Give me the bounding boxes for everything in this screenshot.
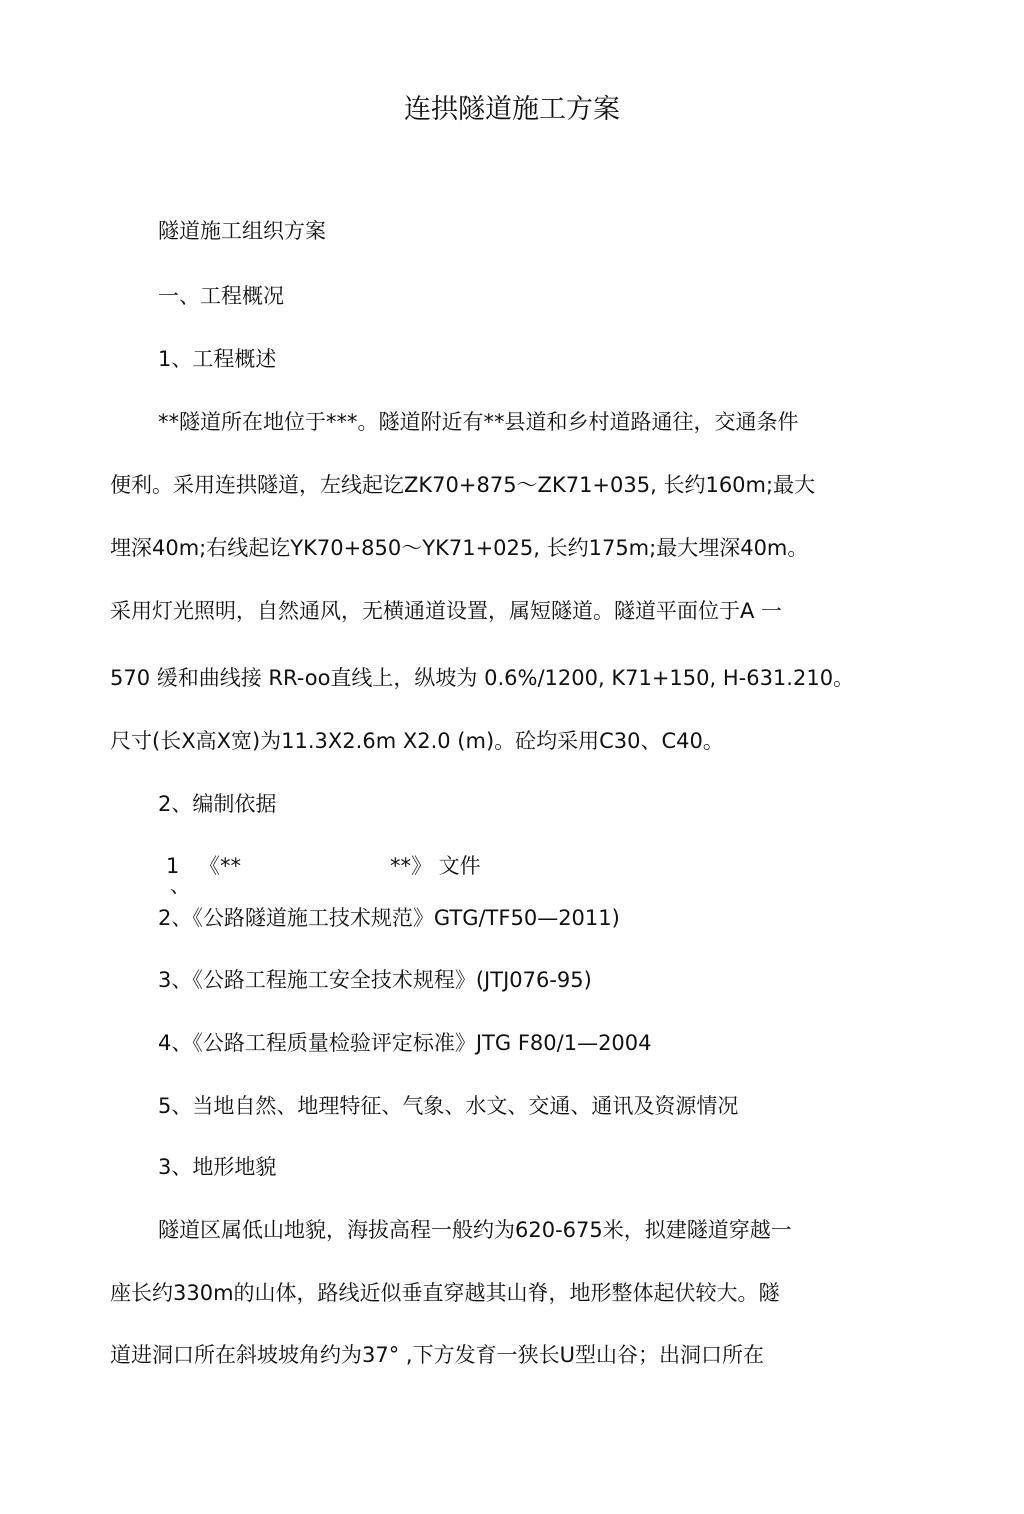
reference-title-end: **》 文件 — [390, 854, 481, 878]
paragraph-line: 隧道区属低山地貌，海拔高程一般约为620-675米，拟建隧道穿越一 — [158, 1218, 792, 1242]
section-heading: 一、工程概况 — [158, 284, 284, 308]
paragraph-line: 尺寸(长X高X宽)为11.3X2.6m X2.0 (m)。砼均采用C30、C40。 — [110, 729, 724, 753]
paragraph-line: 便利。采用连拱隧道，左线起讫ZK70+875～ZK71+035, 长约160m;最大 — [110, 473, 816, 497]
reference-item: 4、《公路工程质量检验评定标准》JTG F80/1—2004 — [158, 1031, 652, 1055]
paragraph-line: 采用灯光照明，自然通风，无横通道设置，属短隧道。隧道平面位于A 一 — [110, 599, 783, 623]
document-heading: 隧道施工组织方案 — [158, 219, 326, 243]
subsection-heading: 2、编制依据 — [158, 792, 277, 816]
paragraph-line: 道进洞口所在斜坡坡角约为37° ,下方发育一狭长U型山谷；出洞口所在 — [110, 1343, 764, 1367]
reference-title-start: 《** — [199, 854, 241, 878]
reference-item: 5、当地自然、地理特征、气象、水文、交通、通讯及资源情况 — [158, 1094, 739, 1118]
paragraph-line: **隧道所在地位于***。隧道附近有**县道和乡村道路通往，交通条件 — [158, 410, 799, 434]
reference-separator: 、 — [170, 873, 190, 897]
page-title: 连拱隧道施工方案 — [404, 94, 620, 125]
subsection-heading: 3、地形地貌 — [158, 1155, 277, 1179]
paragraph-line: 座长约330m的山体，路线近似垂直穿越其山脊，地形整体起伏较大。隧 — [110, 1281, 780, 1305]
paragraph-line: 570 缓和曲线接 RR-oo直线上，纵坡为 0.6%/1200, K71+150, H-631.210。 — [110, 666, 855, 690]
paragraph-line: 埋深40m;右线起讫YK70+850～YK71+025, 长约175m;最大埋深40m。 — [110, 536, 809, 560]
reference-item: 3、《公路工程施工安全技术规程》(JTJ076-95) — [158, 968, 592, 992]
reference-number: 1 — [166, 854, 180, 878]
subsection-heading: 1、工程概述 — [158, 347, 277, 371]
reference-item: 2、《公路隧道施工技术规范》GTG/TF50—2011) — [158, 906, 620, 930]
